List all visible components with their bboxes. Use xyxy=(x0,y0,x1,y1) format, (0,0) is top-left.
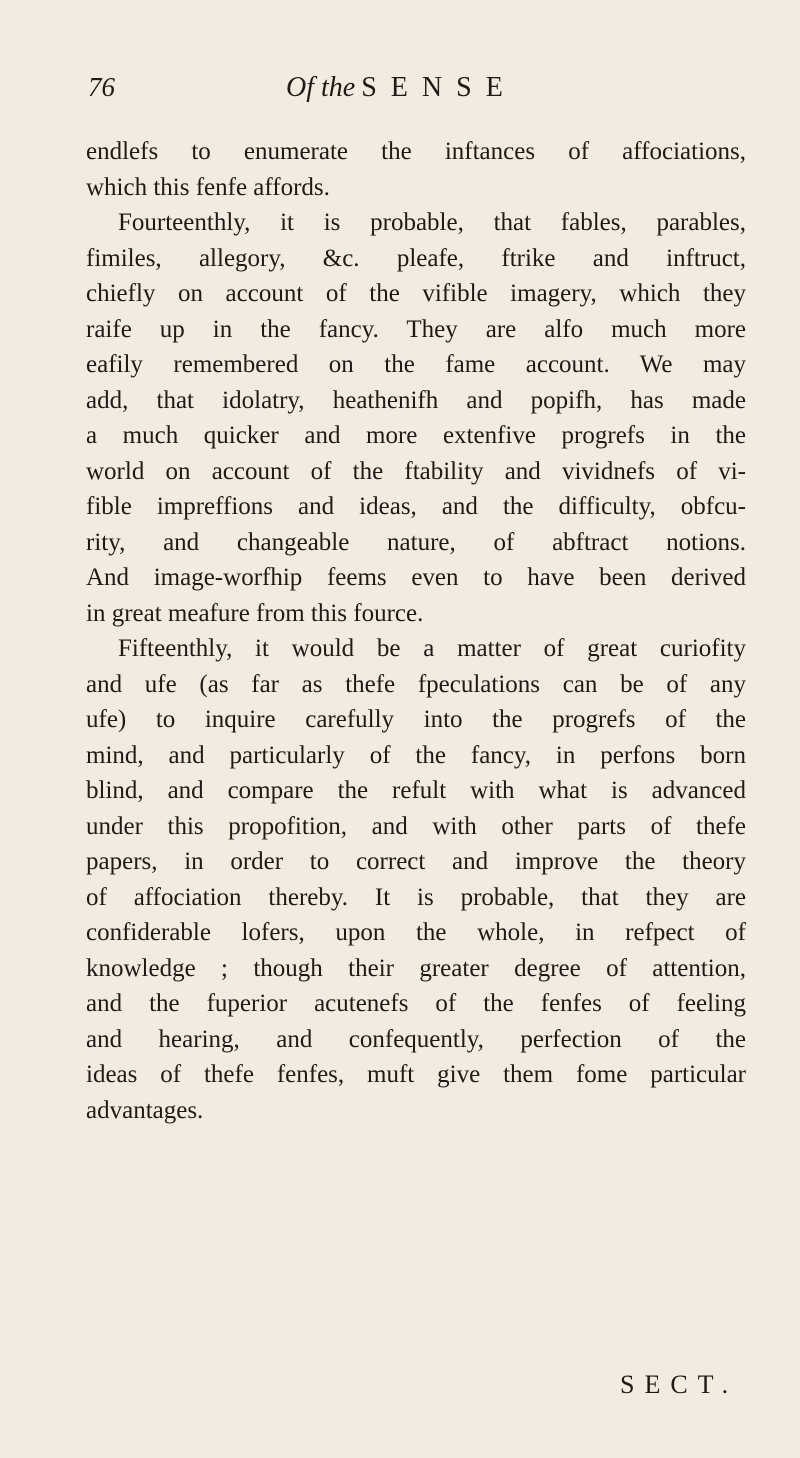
running-title-caps: SENSE xyxy=(361,72,517,103)
text-line: Fifteenthly, it would be a matter of great curiofity xyxy=(118,635,746,662)
text-line: blind, and compare the refult with what is advanced xyxy=(86,777,746,804)
text-line: chiefly on account of the vifible imagery, which they xyxy=(86,280,746,307)
running-title xyxy=(286,72,517,104)
text-line: And image-worfhip feems even to have been derived xyxy=(86,564,746,591)
text-line: advantages. xyxy=(86,1096,204,1124)
text-line: confiderable lofers, upon the whole, in refpect of xyxy=(86,919,746,946)
text-line: of affociation thereby. It is probable, that they are xyxy=(86,883,746,911)
text-line: ideas of thefe fenfes, muft give them fome particular xyxy=(86,1061,746,1088)
text-line: in great meafure from this fource. xyxy=(86,599,424,627)
text-line: eafily remembered on the fame account. We may xyxy=(86,351,746,378)
page-number: 76 xyxy=(88,72,115,102)
text-line: knowledge ; though their greater degree of attention, xyxy=(86,954,746,982)
text-line: Fourteenthly, it is probable, that fables, parables, xyxy=(118,209,746,236)
text-line: mind, and particularly of the fancy, in perfons born xyxy=(86,741,746,769)
running-title-italic: Of the xyxy=(286,72,356,103)
running-header xyxy=(0,72,800,112)
text-line: which this fenfe affords. xyxy=(86,173,330,201)
text-line: fimiles, allegory, &c. pleafe, ftrike and inftruct, xyxy=(86,244,746,272)
text-line: papers, in order to correct and improve the theory xyxy=(86,848,746,875)
text-line: raife up in the fancy. They are alfo much more xyxy=(86,315,746,343)
body-text xyxy=(86,134,746,1128)
text-line: ufe) to inquire carefully into the progrefs of the xyxy=(86,706,746,733)
catchword: SECT. xyxy=(620,1370,739,1399)
text-line: fible impreffions and ideas, and the difficulty, obfcu- xyxy=(86,493,746,520)
text-line: and the fuperior acutenefs of the fenfes of feeling xyxy=(86,990,746,1017)
text-line: world on account of the ftability and vividnefs of vi- xyxy=(86,457,746,485)
text-line: add, that idolatry, heathenifh and popifh, has made xyxy=(86,386,746,414)
text-line: rity, and changeable nature, of abftract notions. xyxy=(86,528,746,556)
text-line: endlefs to enumerate the inftances of affociations, xyxy=(86,138,746,165)
text-line: a much quicker and more extenfive progrefs in the xyxy=(86,422,746,449)
text-line: and ufe (as far as thefe fpeculations can be of any xyxy=(86,670,746,698)
text-line: under this propofition, and with other parts of thefe xyxy=(86,812,746,840)
text-line: and hearing, and confequently, perfection of the xyxy=(86,1025,746,1053)
